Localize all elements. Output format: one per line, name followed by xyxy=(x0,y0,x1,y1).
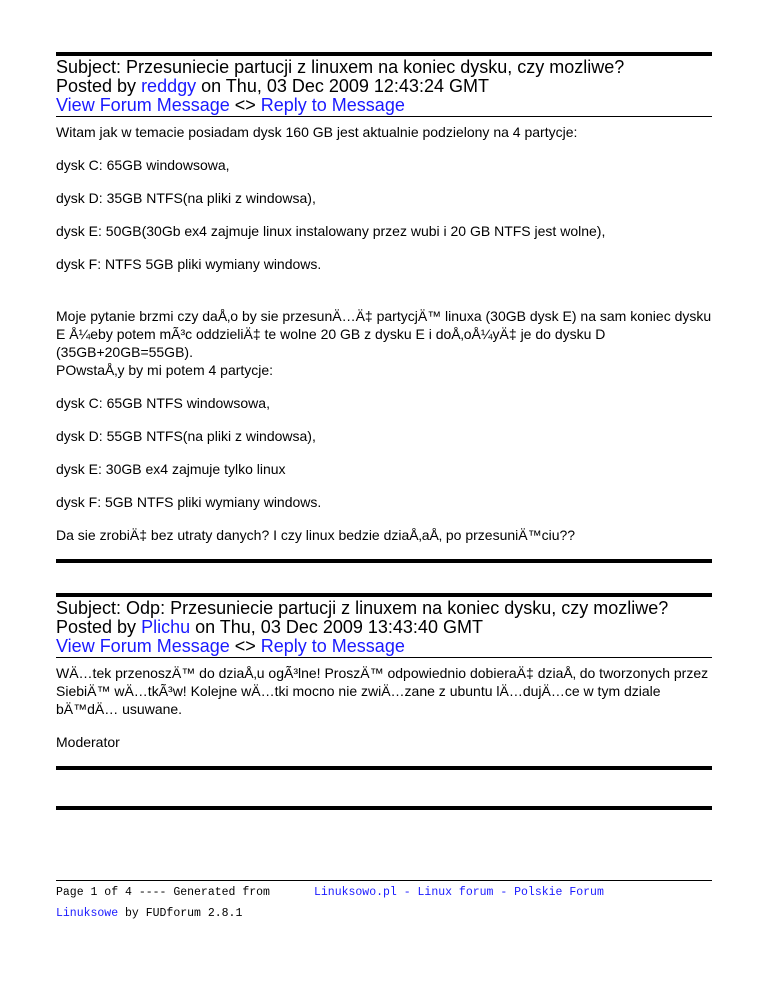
post-header xyxy=(56,56,712,116)
body-paragraph: dysk D: 55GB NTFS(na pliki z windowsa), xyxy=(56,428,316,444)
view-forum-message-link[interactable]: View Forum Message xyxy=(56,95,230,115)
body-paragraph: dysk C: 65GB windowsowa, xyxy=(56,157,230,173)
post-body xyxy=(56,117,712,544)
footer-row xyxy=(56,881,712,924)
link-separator: <> xyxy=(229,636,261,656)
post-actions xyxy=(56,96,712,115)
body-paragraph: Moderator xyxy=(56,734,120,750)
post-meta xyxy=(56,77,712,96)
body-paragraph: Da sie zrobiÄ‡ bez utraty danych? I czy linux bedzie dziaÅ‚aÅ‚ po przesuniÄ™ciu?? xyxy=(56,527,576,543)
footer-page-info: Page 1 of 4 ---- Generated from xyxy=(56,886,270,899)
post-date: on Thu, 03 Dec 2009 12:43:24 GMT xyxy=(196,76,489,96)
body-paragraph: dysk F: 5GB NTFS pliki wymiany windows. xyxy=(56,494,322,510)
post-subject: Subject: Odp: Przesuniecie partucji z linuxem na koniec dysku, czy mozliwe? xyxy=(56,598,669,618)
body-paragraph: dysk D: 35GB NTFS(na pliki z windowsa), xyxy=(56,190,316,206)
view-forum-message-link[interactable]: View Forum Message xyxy=(56,636,230,656)
body-paragraph: Witam jak w temacie posiadam dysk 160 GB jest aktualnie podzielony na 4 partycje: xyxy=(56,124,578,140)
post-actions xyxy=(56,637,712,656)
footer-generator: by FUDforum 2.8.1 xyxy=(118,907,243,920)
post-bottom-rule xyxy=(56,559,712,563)
reply-to-message-link[interactable]: Reply to Message xyxy=(260,636,405,656)
author-link[interactable]: Plichu xyxy=(141,617,191,637)
page-content xyxy=(56,52,712,810)
post-date: on Thu, 03 Dec 2009 13:43:40 GMT xyxy=(190,617,483,637)
body-paragraph: dysk E: 50GB(30Gb ex4 zajmuje linux instalowany przez wubi i 20 GB NTFS jest wolne), xyxy=(56,223,606,239)
body-paragraph: dysk E: 30GB ex4 zajmuje tylko linux xyxy=(56,461,286,477)
post-bottom-rule xyxy=(56,766,712,770)
post xyxy=(56,593,712,770)
body-paragraph: WÄ…tek przenoszÄ™ do dziaÅ‚u ogÃ³lne! ProszÄ™ odpowiednio dobieraÄ‡ dziaÅ‚ do tworzonych przez SiebiÄ™ wÄ…tkÃ³w! Kolejne wÄ…tki mocno nie zwiÄ…zane z ubuntu lÄ…dujÄ…ce w tym dziale bÄ™dÄ… usuwane. xyxy=(56,665,709,717)
post xyxy=(56,52,712,563)
post-body xyxy=(56,658,712,751)
author-link[interactable]: reddgy xyxy=(141,76,197,96)
reply-to-message-link[interactable]: Reply to Message xyxy=(260,95,405,115)
link-separator: <> xyxy=(229,95,261,115)
posted-by-label: Posted by xyxy=(56,617,142,637)
posted-by-label: Posted by xyxy=(56,76,142,96)
body-paragraph: Moje pytanie brzmi czy daÅ‚o by sie przesunÄ…Ä‡ partycjÄ™ linuxa (30GB dysk E) na sam koniec dysku E Å¼eby potem mÃ³c oddzieliÄ‡ te wolne 20 GB z dysku E i doÅ‚oÅ¼yÄ‡ je do dysku D (35GB+20GB=55GB). xyxy=(56,308,712,360)
page-footer xyxy=(56,880,712,924)
body-paragraph: dysk C: 65GB NTFS windowsowa, xyxy=(56,395,270,411)
footer-left xyxy=(56,882,314,924)
post-meta xyxy=(56,618,712,637)
post-subject: Subject: Przesuniecie partucji z linuxem na koniec dysku, czy mozliwe? xyxy=(56,57,625,77)
footer-site-link[interactable]: Linuksowe xyxy=(56,907,119,920)
trailing-divider xyxy=(56,806,712,810)
body-paragraph: dysk F: NTFS 5GB pliki wymiany windows. xyxy=(56,256,322,272)
body-paragraph: POwstaÅ‚y by mi potem 4 partycje: xyxy=(56,362,274,378)
post-header xyxy=(56,597,712,657)
footer-forum-link[interactable]: Linuksowo.pl - Linux forum - Polskie Forum xyxy=(314,886,604,899)
